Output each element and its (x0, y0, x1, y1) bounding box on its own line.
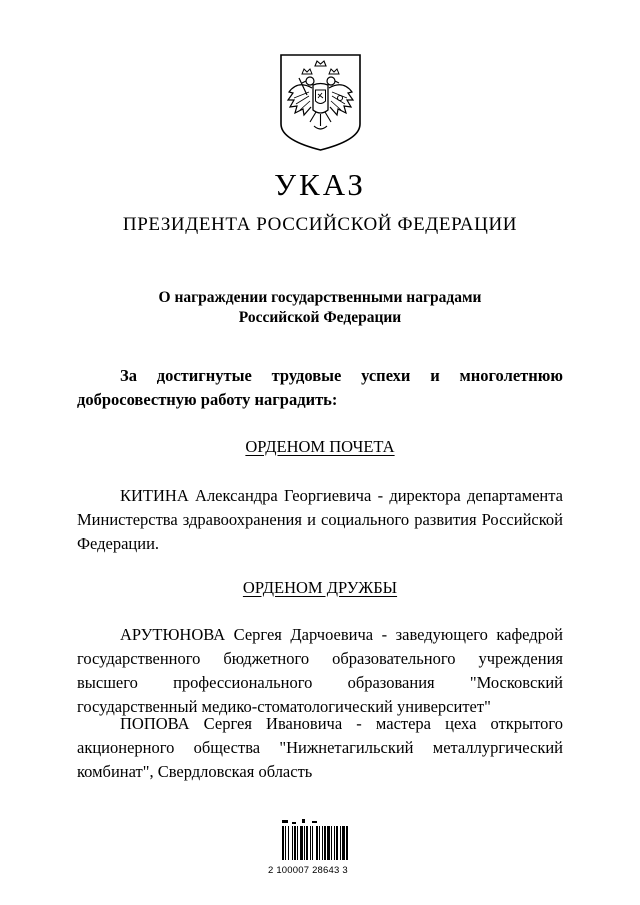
section-heading-order-of-friendship (0, 577, 640, 599)
award-entry: ПОПОВА Сергея Ивановича - мастера цеха открытого акционерного общества "Нижнетагильский металлургический комбинат", Свердловская область (77, 714, 563, 781)
barcode-digits: 2 100007 28643 3 (268, 865, 348, 876)
section-heading-text: ОРДЕНОМ ПОЧЕТА (245, 437, 395, 456)
section-heading-order-of-honor (0, 436, 640, 458)
decree-title: УКАЗ (274, 167, 366, 202)
section-heading-text: ОРДЕНОМ ДРУЖБЫ (242, 578, 398, 597)
intro-paragraph: За достигнутые трудовые успехи и многолетнюю добросовестную работу наградить: (77, 366, 563, 409)
barcode-bars (268, 818, 378, 864)
award-entry: КИТИНА Александра Георгиевича - директора департамента Министерства здравоохранения и социального развития Российской Федерации. (77, 486, 563, 553)
award-entry: АРУТЮНОВА Сергея Дарчоевича - заведующего кафедрой государственного бюджетного образовательного учреждения высшего профессионального образования "Московский государственный медико-стоматологический университет" (77, 625, 563, 716)
decree-subtitle: ПРЕЗИДЕНТА РОССИЙСКОЙ ФЕДЕРАЦИИ (122, 214, 518, 235)
decree-subject (120, 288, 520, 328)
document-barcode (268, 818, 378, 882)
subject-line-2: Российской Федерации (238, 309, 402, 326)
subject-line-1: О награждении государственными наградами (158, 289, 482, 306)
russian-coat-of-arms-icon (278, 52, 363, 153)
